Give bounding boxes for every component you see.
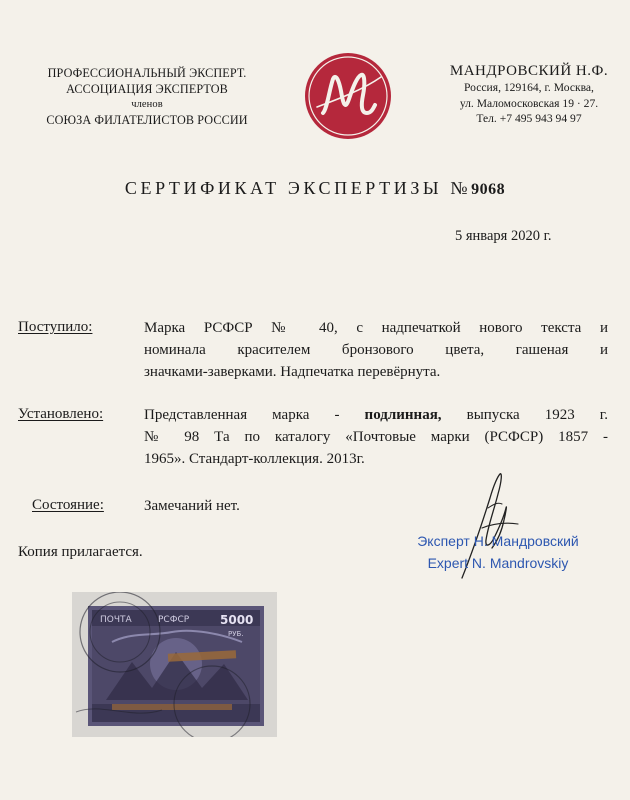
condition-label: Состояние: [32, 497, 104, 513]
org-line-4: СОЮЗА ФИЛАТЕЛИСТОВ РОССИИ [46, 112, 248, 127]
signature-block [398, 530, 598, 574]
received-text [144, 317, 608, 383]
expert-header [443, 62, 615, 127]
received-label: Поступило: [18, 319, 93, 335]
stamp-currency: РУБ. [228, 630, 244, 638]
org-line-2: АССОЦИАЦИЯ ЭКСПЕРТОВ [66, 81, 228, 96]
phone-line: Тел. +7 495 943 94 97 [476, 112, 582, 125]
established-line-1a: Представленная марка - [144, 407, 365, 423]
established-label: Установлено: [18, 406, 104, 422]
established-text [144, 404, 608, 470]
condition-text: Замечаний нет. [144, 498, 240, 514]
certificate-title [0, 178, 630, 199]
address-line-2: ул. Маломосковская 19 · 27. [459, 96, 599, 110]
stamp-image [72, 592, 277, 737]
organization-block [22, 66, 272, 128]
address-line-1: Россия, 129164, г. Москва, [464, 81, 594, 94]
received-line-3: значками-заверками. Надпечатка перевёрнута. [144, 364, 441, 380]
title-text: СЕРТИФИКАТ ЭКСПЕРТИЗЫ № [124, 178, 472, 198]
signature-line-ru: Эксперт Н. Мандровский [417, 533, 579, 549]
stamp-top-left-label: ПОЧТА [100, 615, 132, 625]
copy-attached-text: Копия прилагается. [18, 544, 143, 560]
certificate-date: 5 января 2020 г. [455, 228, 552, 244]
monogram-logo-icon [303, 51, 393, 141]
established-line-1b: выпуска 1923 г. [441, 407, 608, 423]
received-line-2: номинала красителем бронзового цвета, гашеная и [144, 342, 608, 358]
authentic-word: подлинная, [364, 407, 442, 423]
org-line-1: ПРОФЕССИОНАЛЬНЫЙ ЭКСПЕРТ. [47, 66, 247, 80]
established-line-3: 1965». Стандарт-коллекция. 2013г. [144, 451, 365, 467]
established-line-2: № 98 Та по каталогу «Почтовые марки (РСФСР) 1857 - [144, 429, 608, 445]
stamp-top-mid-label: РСФСР [158, 615, 190, 625]
stamp-value: 5000 [220, 613, 254, 627]
established-line-1 [144, 404, 608, 426]
org-line-3: членов [131, 99, 163, 110]
received-line-1: Марка РСФСР № 40, с надпечаткой нового текста и [144, 320, 608, 336]
expert-name: МАНДРОВСКИЙ Н.Ф. [449, 63, 609, 79]
certificate-number: 9068 [471, 181, 506, 198]
signature-line-en: Expert N. Mandrovskiy [427, 555, 569, 571]
stamp-picture [72, 592, 277, 737]
